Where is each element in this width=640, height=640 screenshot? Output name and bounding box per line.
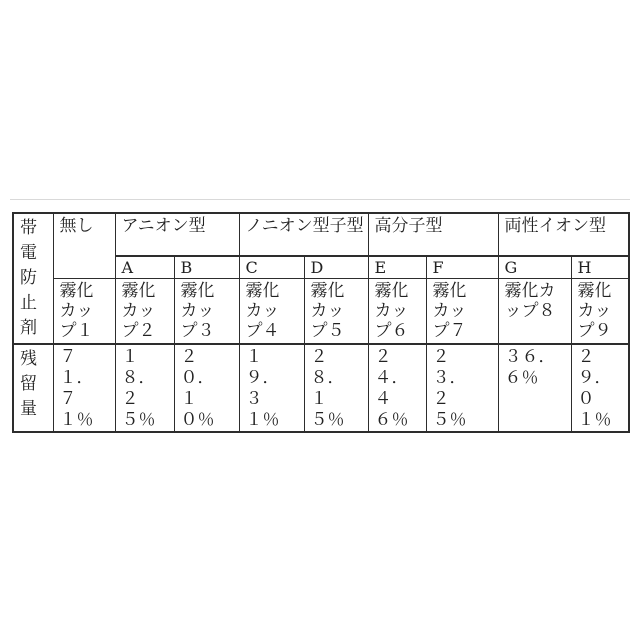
header-letter-f: F: [426, 256, 498, 278]
cup-cell-3: 霧化 カッ プ３: [174, 278, 239, 344]
header-letter-c: C: [239, 256, 304, 278]
antistatic-agent-table: [12, 212, 630, 433]
cup-cell-1: 霧化 カッ プ１: [53, 278, 115, 344]
value-cell-5: ２ ８． １ ５％: [304, 344, 368, 432]
cup-cell-8: 霧化カ ップ８: [498, 278, 571, 344]
header-letter-g: G: [498, 256, 571, 278]
header-none: 無し: [53, 213, 115, 278]
row-label-residual-amount: 残 留 量: [13, 344, 53, 432]
table-row-residual-values: [13, 344, 629, 432]
cup-cell-7: 霧化 カッ プ７: [426, 278, 498, 344]
header-letter-e: E: [368, 256, 426, 278]
header-letter-a: A: [115, 256, 174, 278]
cup-cell-2: 霧化 カッ プ２: [115, 278, 174, 344]
value-cell-6: ２ ４． ４ ６％: [368, 344, 426, 432]
header-group-anion: アニオン型: [115, 213, 239, 256]
value-cell-4: １ ９． ３ １％: [239, 344, 304, 432]
header-letter-h: H: [571, 256, 629, 278]
value-cell-7: ２ ３． ２ ５％: [426, 344, 498, 432]
value-cell-9: ２ ９． ０ １％: [571, 344, 629, 432]
header-group-amphoteric: 両性イオン型: [498, 213, 629, 256]
scan-artifact-line: [10, 199, 630, 200]
header-letter-d: D: [304, 256, 368, 278]
value-cell-2: １ ８． ２ ５％: [115, 344, 174, 432]
header-group-polymer: 高分子型: [368, 213, 498, 256]
cup-cell-9: 霧化 カッ プ９: [571, 278, 629, 344]
value-cell-3: ２ ０． １ ０％: [174, 344, 239, 432]
value-cell-8: ３６． ６％: [498, 344, 571, 432]
cup-cell-5: 霧化 カッ プ５: [304, 278, 368, 344]
value-cell-1: ７ １． ７ １％: [53, 344, 115, 432]
table-row-cups: [13, 278, 629, 344]
header-letter-b: B: [174, 256, 239, 278]
cup-cell-6: 霧化 カッ プ６: [368, 278, 426, 344]
header-group-nonion: ノニオン型子型: [239, 213, 368, 256]
table-row-type-headers: [13, 213, 629, 256]
cup-cell-4: 霧化 カッ プ４: [239, 278, 304, 344]
header-antistatic-agent: 帯 電 防 止 剤: [13, 213, 53, 344]
